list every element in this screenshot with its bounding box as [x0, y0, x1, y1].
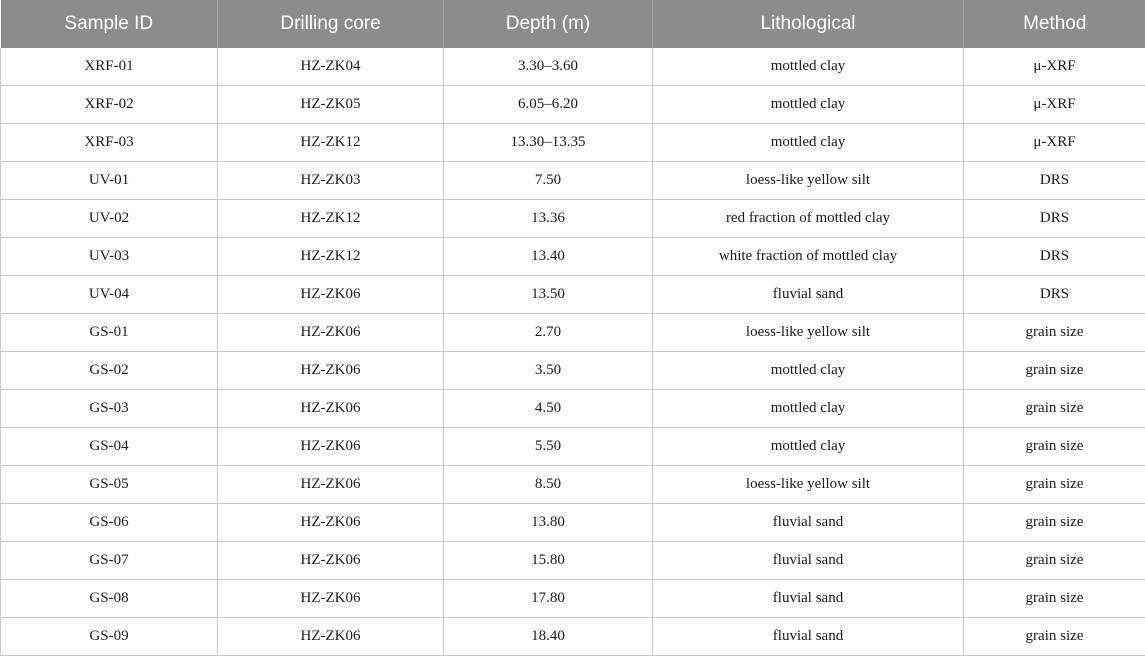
header-lithological: Lithological	[653, 0, 964, 48]
header-method: Method	[964, 0, 1145, 48]
cell-sample-id: UV-04	[1, 276, 218, 314]
cell-lithological: red fraction of mottled clay	[653, 200, 964, 238]
cell-method: grain size	[964, 542, 1145, 580]
table-row	[1, 580, 1145, 618]
cell-depth: 13.50	[444, 276, 653, 314]
cell-method: DRS	[964, 162, 1145, 200]
cell-depth: 15.80	[444, 542, 653, 580]
cell-sample-id: UV-03	[1, 238, 218, 276]
cell-depth: 5.50	[444, 428, 653, 466]
cell-method: grain size	[964, 466, 1145, 504]
table-row	[1, 618, 1145, 656]
cell-drilling-core: HZ-ZK06	[218, 390, 444, 428]
table-row	[1, 542, 1145, 580]
cell-method: μ-XRF	[964, 48, 1145, 86]
header-row	[1, 0, 1145, 48]
cell-lithological: fluvial sand	[653, 618, 964, 656]
cell-method: grain size	[964, 390, 1145, 428]
cell-lithological: mottled clay	[653, 124, 964, 162]
table-row	[1, 86, 1145, 124]
table-row	[1, 200, 1145, 238]
cell-sample-id: GS-07	[1, 542, 218, 580]
cell-lithological: loess-like yellow silt	[653, 314, 964, 352]
cell-lithological: mottled clay	[653, 352, 964, 390]
cell-lithological: loess-like yellow silt	[653, 162, 964, 200]
cell-depth: 13.40	[444, 238, 653, 276]
cell-sample-id: UV-01	[1, 162, 218, 200]
header-drilling-core: Drilling core	[218, 0, 444, 48]
cell-sample-id: GS-03	[1, 390, 218, 428]
cell-depth: 13.36	[444, 200, 653, 238]
table-row	[1, 504, 1145, 542]
table-row	[1, 124, 1145, 162]
cell-drilling-core: HZ-ZK12	[218, 238, 444, 276]
cell-method: grain size	[964, 580, 1145, 618]
table-header	[1, 0, 1145, 48]
cell-method: DRS	[964, 276, 1145, 314]
cell-sample-id: XRF-01	[1, 48, 218, 86]
header-sample-id: Sample ID	[1, 0, 218, 48]
cell-lithological: fluvial sand	[653, 276, 964, 314]
cell-depth: 6.05–6.20	[444, 86, 653, 124]
cell-method: μ-XRF	[964, 86, 1145, 124]
cell-lithological: mottled clay	[653, 390, 964, 428]
table-row	[1, 428, 1145, 466]
cell-method: grain size	[964, 352, 1145, 390]
cell-sample-id: GS-01	[1, 314, 218, 352]
cell-lithological: fluvial sand	[653, 542, 964, 580]
cell-drilling-core: HZ-ZK06	[218, 542, 444, 580]
cell-drilling-core: HZ-ZK06	[218, 580, 444, 618]
cell-method: grain size	[964, 618, 1145, 656]
cell-depth: 2.70	[444, 314, 653, 352]
cell-drilling-core: HZ-ZK06	[218, 352, 444, 390]
table-row	[1, 390, 1145, 428]
cell-method: DRS	[964, 200, 1145, 238]
cell-drilling-core: HZ-ZK04	[218, 48, 444, 86]
cell-drilling-core: HZ-ZK06	[218, 618, 444, 656]
cell-drilling-core: HZ-ZK06	[218, 466, 444, 504]
cell-drilling-core: HZ-ZK06	[218, 276, 444, 314]
header-depth: Depth (m)	[444, 0, 653, 48]
cell-depth: 18.40	[444, 618, 653, 656]
cell-depth: 4.50	[444, 390, 653, 428]
cell-lithological: fluvial sand	[653, 504, 964, 542]
table-row	[1, 314, 1145, 352]
cell-lithological: fluvial sand	[653, 580, 964, 618]
cell-method: μ-XRF	[964, 124, 1145, 162]
cell-depth: 17.80	[444, 580, 653, 618]
cell-lithological: white fraction of mottled clay	[653, 238, 964, 276]
cell-method: grain size	[964, 314, 1145, 352]
table-row	[1, 352, 1145, 390]
cell-depth: 13.80	[444, 504, 653, 542]
cell-sample-id: GS-04	[1, 428, 218, 466]
cell-depth: 3.50	[444, 352, 653, 390]
cell-drilling-core: HZ-ZK03	[218, 162, 444, 200]
cell-lithological: mottled clay	[653, 428, 964, 466]
cell-sample-id: GS-08	[1, 580, 218, 618]
table-row	[1, 276, 1145, 314]
cell-lithological: mottled clay	[653, 86, 964, 124]
cell-lithological: mottled clay	[653, 48, 964, 86]
cell-sample-id: GS-02	[1, 352, 218, 390]
cell-depth: 7.50	[444, 162, 653, 200]
cell-drilling-core: HZ-ZK05	[218, 86, 444, 124]
cell-method: grain size	[964, 428, 1145, 466]
cell-sample-id: XRF-03	[1, 124, 218, 162]
cell-drilling-core: HZ-ZK06	[218, 428, 444, 466]
cell-sample-id: GS-09	[1, 618, 218, 656]
cell-depth: 8.50	[444, 466, 653, 504]
cell-depth: 13.30–13.35	[444, 124, 653, 162]
cell-drilling-core: HZ-ZK06	[218, 504, 444, 542]
table-row	[1, 238, 1145, 276]
cell-method: grain size	[964, 504, 1145, 542]
cell-method: DRS	[964, 238, 1145, 276]
cell-sample-id: GS-05	[1, 466, 218, 504]
cell-sample-id: UV-02	[1, 200, 218, 238]
cell-sample-id: GS-06	[1, 504, 218, 542]
cell-lithological: loess-like yellow silt	[653, 466, 964, 504]
cell-drilling-core: HZ-ZK12	[218, 200, 444, 238]
cell-drilling-core: HZ-ZK12	[218, 124, 444, 162]
table-row	[1, 162, 1145, 200]
table-body	[1, 48, 1145, 656]
table-row	[1, 466, 1145, 504]
table-row	[1, 48, 1145, 86]
cell-drilling-core: HZ-ZK06	[218, 314, 444, 352]
cell-sample-id: XRF-02	[1, 86, 218, 124]
cell-depth: 3.30–3.60	[444, 48, 653, 86]
